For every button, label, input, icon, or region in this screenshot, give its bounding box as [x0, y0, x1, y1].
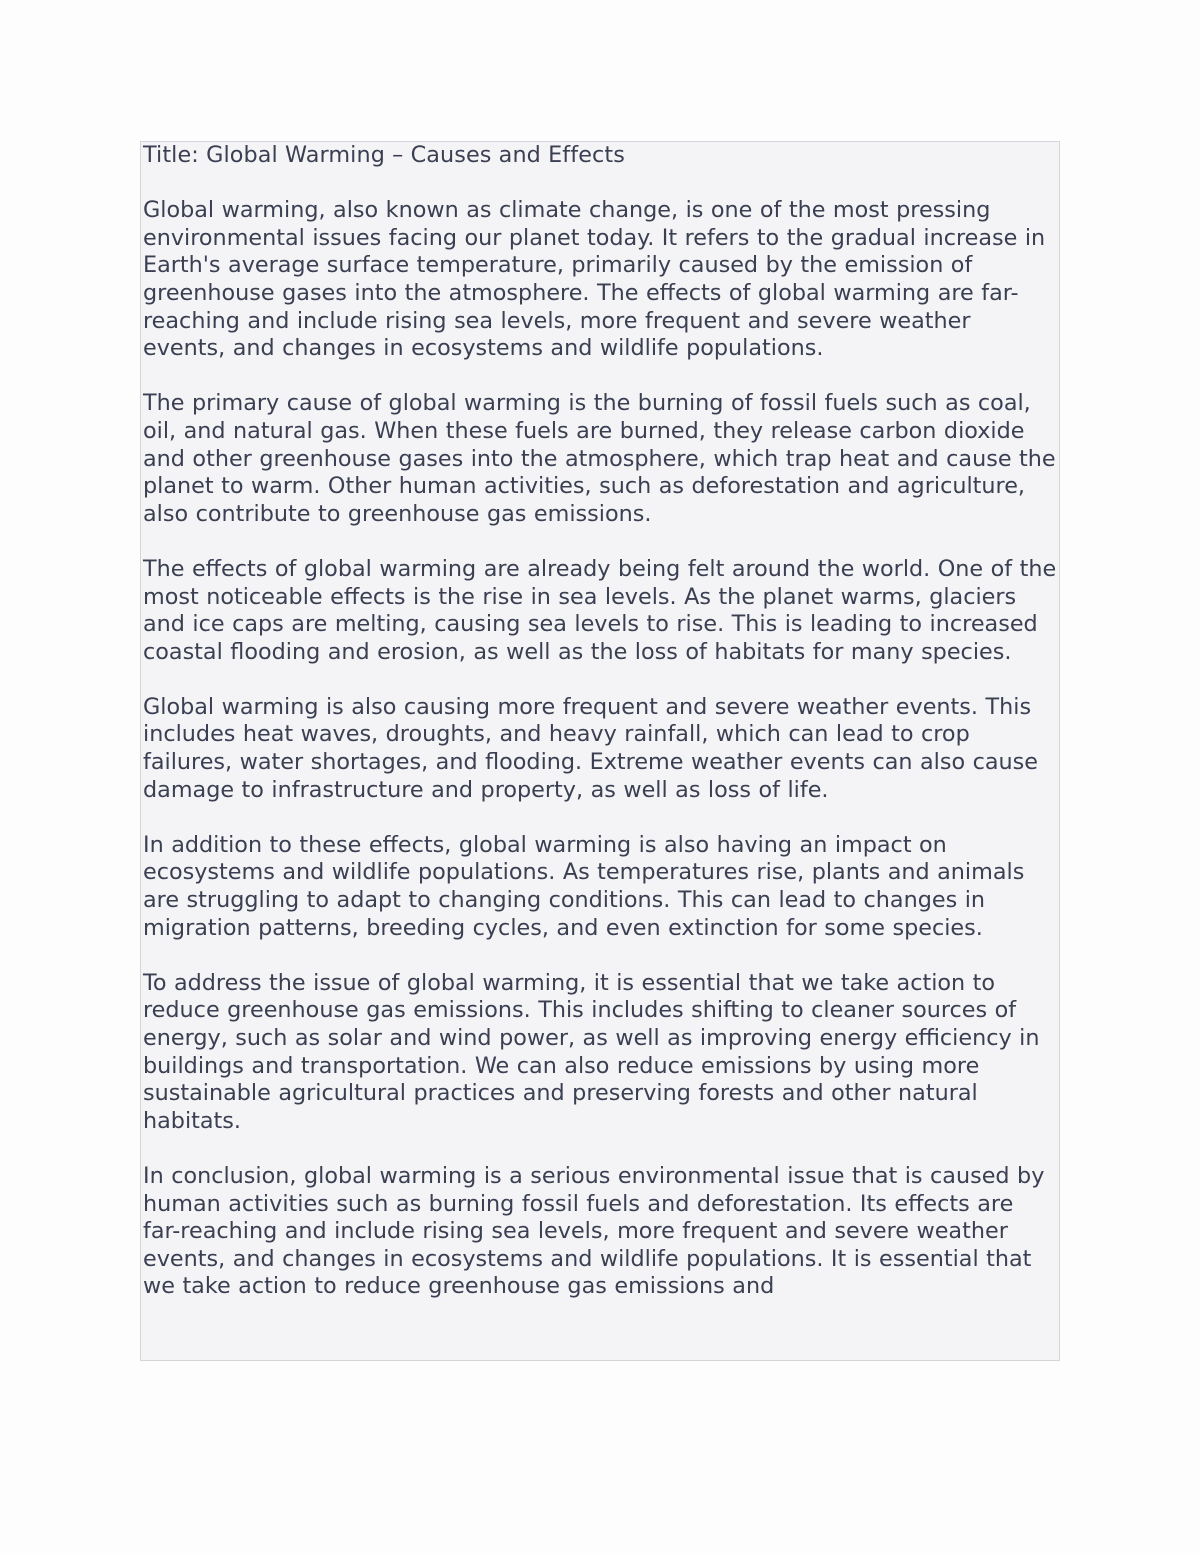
- document-text-box: [140, 141, 1060, 1361]
- paragraph-solutions: To address the issue of global warming, it is essential that we take action to reduce greenhouse gas emissions. This includes shifting to cleaner sources of energy, such as solar and wind power, as well as improving energy efficiency in buildings and transportation. We can also reduce emissions by using more sustainable agricultural practices and preserving forests and other natural habitats.: [143, 969, 1040, 1134]
- paragraph-conclusion: In conclusion, global warming is a serious environmental issue that is caused by human activities such as burning fossil fuels and deforestation. Its effects are far-reaching and include rising sea levels, more frequent and severe weather events, and changes in ecosystems and wildlife populations. It is essential that we take action to reduce greenhouse gas emissions and: [143, 1162, 1045, 1300]
- paragraph-intro: Global warming, also known as climate change, is one of the most pressing environmental issues facing our planet today. It refers to the gradual increase in Earth's average surface temperature, primarily caused by the emission of greenhouse gases into the atmosphere. The effects of global warming are far-reaching and include rising sea levels, more frequent and severe weather events, and changes in ecosystems and wildlife populations.: [143, 197, 1046, 362]
- paragraph-ecosystems: In addition to these effects, global warming is also having an impact on ecosystems and wildlife populations. As temperatures rise, plants and animals are struggling to adapt to changing conditions. This can lead to changes in migration patterns, breeding cycles, and even extinction for some species.: [143, 831, 1025, 941]
- paragraph-weather-events: Global warming is also causing more frequent and severe weather events. This includes heat waves, droughts, and heavy rainfall, which can lead to crop failures, water shortages, and flooding. Extreme weather events can also cause damage to infrastructure and property, as well as loss of life.: [143, 693, 1038, 803]
- document-title: Title: Global Warming – Causes and Effects: [143, 142, 625, 168]
- paragraph-causes: The primary cause of global warming is the burning of fossil fuels such as coal, oil, and natural gas. When these fuels are burned, they release carbon dioxide and other greenhouse gases into the atmosphere, which trap heat and cause the planet to warm. Other human activities, such as deforestation and agriculture, also contribute to greenhouse gas emissions.: [143, 390, 1056, 527]
- paragraph-sea-levels: The effects of global warming are already being felt around the world. One of the most noticeable effects is the rise in sea levels. As the planet warms, glaciers and ice caps are melting, causing sea levels to rise. This is leading to increased coastal flooding and erosion, as well as the loss of habitats for many species.: [143, 555, 1057, 665]
